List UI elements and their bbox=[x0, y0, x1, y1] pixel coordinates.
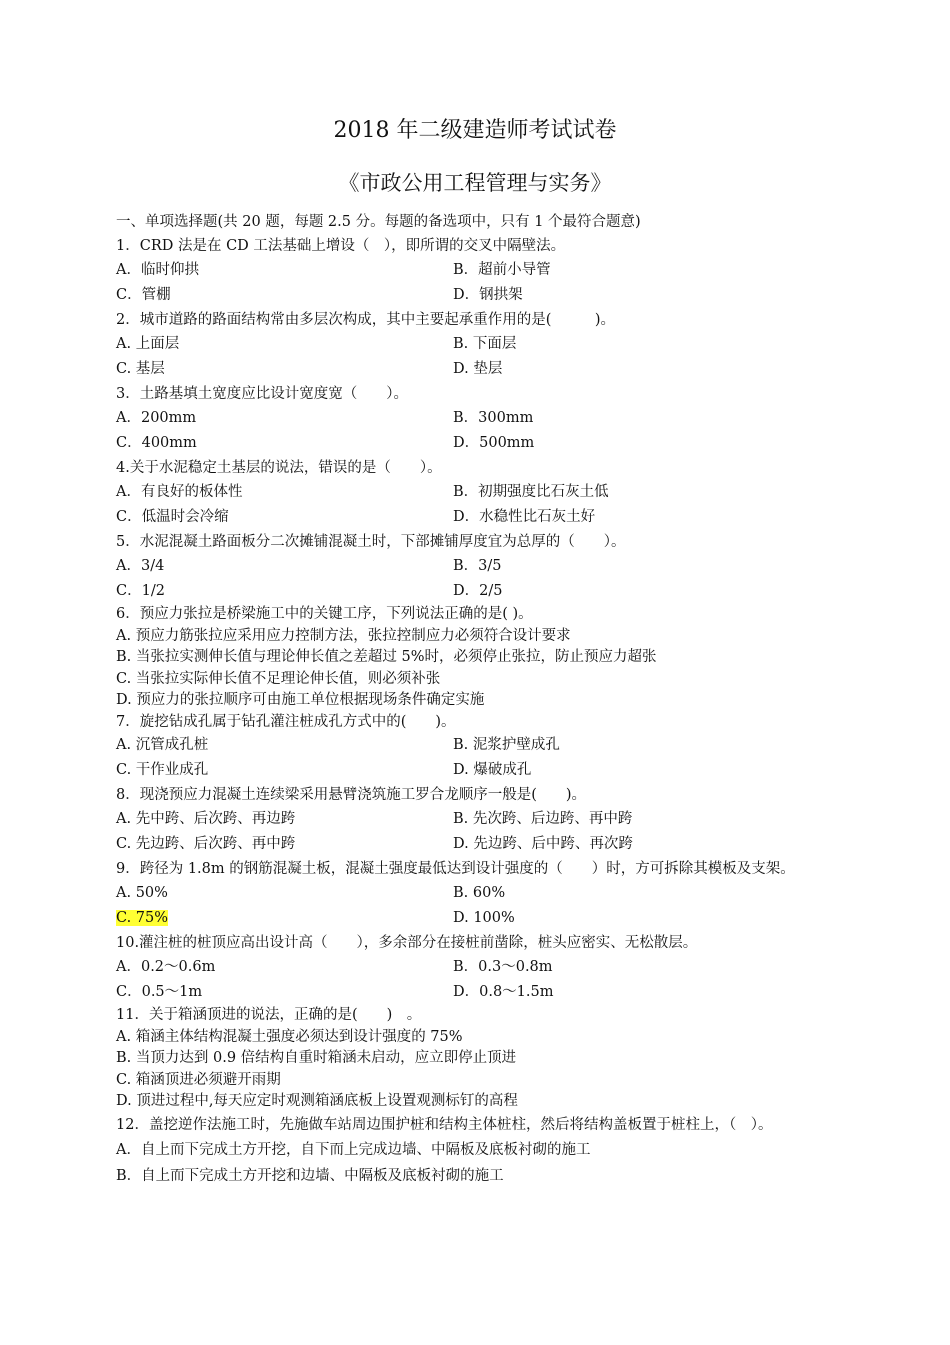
option-d: D．500mm bbox=[453, 435, 535, 451]
option-a: A. 上面层 bbox=[116, 336, 180, 352]
option-b: B．3/5 bbox=[453, 558, 502, 574]
option-b: B．自上而下完成土方开挖和边墙、中隔板及底板衬砌的施工 bbox=[116, 1167, 504, 1184]
option-a: A．0.2～0.6m bbox=[116, 959, 216, 975]
option-b: B. 下面层 bbox=[453, 336, 517, 352]
option-b: B. 当顶力达到 0.9 倍结构自重时箱涵未启动，应立即停止顶进 bbox=[116, 1050, 517, 1066]
option-a: A．自上而下完成土方开挖，自下而上完成边墙、中隔板及底板衬砌的施工 bbox=[116, 1141, 591, 1158]
option-d: D. 顶进过程中,每天应定时观测箱涵底板上设置观测标钉的高程 bbox=[116, 1093, 518, 1109]
option-a: A. 先中跨、后次跨、再边跨 bbox=[116, 811, 296, 827]
option-a: A．3/4 bbox=[116, 558, 165, 574]
option-d: D．0.8～1.5m bbox=[453, 984, 554, 1000]
options-row bbox=[116, 431, 896, 456]
option-d: D. 爆破成孔 bbox=[453, 762, 532, 778]
option-d: D. 100% bbox=[453, 910, 515, 926]
option-b: B．0.3～0.8m bbox=[453, 959, 553, 975]
option-a: A. 沉管成孔桩 bbox=[116, 737, 209, 753]
option-d: D．水稳性比石灰土好 bbox=[453, 509, 596, 525]
option-c-wrap bbox=[116, 906, 453, 931]
option-d: D．钢拱架 bbox=[453, 287, 523, 303]
option-b: B. 泥浆护壁成孔 bbox=[453, 737, 560, 753]
option-c: C．低温时会冷缩 bbox=[116, 509, 229, 525]
options-row bbox=[116, 357, 896, 382]
option-d: D．2/5 bbox=[453, 583, 503, 599]
option-d: D. 预应力的张拉顺序可由施工单位根据现场条件确定实施 bbox=[116, 692, 485, 708]
options-row bbox=[116, 332, 896, 357]
option-c: C．管棚 bbox=[116, 287, 171, 303]
options-row bbox=[116, 906, 896, 931]
question-11: 11．关于箱涵顶进的说法，正确的是( ) 。 bbox=[116, 1007, 422, 1023]
option-c: C. 基层 bbox=[116, 361, 165, 377]
option-a: A. 箱涵主体结构混凝土强度必须达到设计强度的 75% bbox=[116, 1028, 463, 1045]
options-row bbox=[116, 505, 896, 530]
option-c: C. 先边跨、后次跨、再中跨 bbox=[116, 836, 296, 852]
option-a: A．临时仰拱 bbox=[116, 262, 199, 278]
option-d: D. 垫层 bbox=[453, 361, 503, 377]
question-10: 10.灌注桩的桩顶应高出设计高（ ），多余部分在接桩前凿除，桩头应密实、无松散层。 bbox=[116, 935, 698, 951]
question-2: 2．城市道路的路面结构常由多层次构成，其中主要起承重作用的是( )。 bbox=[116, 312, 616, 328]
question-1: 1．CRD 法是在 CD 工法基础上增设（ ），即所谓的交叉中隔壁法。 bbox=[116, 238, 566, 254]
option-a: A. 预应力筋张拉应采用应力控制方法，张拉控制应力必须符合设计要求 bbox=[116, 627, 571, 644]
question-8: 8．现浇预应力混凝土连续梁采用悬臂浇筑施工罗合龙顺序一般是( )。 bbox=[116, 787, 587, 803]
option-c: C．400mm bbox=[116, 435, 197, 451]
options-row bbox=[116, 832, 896, 857]
options-row bbox=[116, 406, 896, 431]
option-b: B. 先次跨、后边跨、再中跨 bbox=[453, 811, 633, 827]
option-b: B. 当张拉实测伸长值与理论伸长值之差超过 5%时，必须停止张拉，防止预应力超张 bbox=[116, 649, 657, 665]
options-row bbox=[116, 480, 896, 505]
question-4: 4.关于水泥稳定土基层的说法，错误的是（ ）。 bbox=[116, 460, 442, 476]
section-heading: 一、单项选择题(共 20 题，每题 2.5 分。每题的备选项中，只有 1 个最符合题意) bbox=[116, 214, 641, 230]
options-row bbox=[116, 283, 896, 308]
options-row bbox=[116, 881, 896, 906]
question-12: 12．盖挖逆作法施工时，先施做车站周边围护桩和结构主体桩柱，然后将结构盖板置于桩柱上，（ ）。 bbox=[116, 1116, 773, 1133]
option-b: B. 60% bbox=[453, 885, 506, 901]
options-row bbox=[116, 758, 896, 783]
option-b: B．300mm bbox=[453, 410, 534, 426]
option-b: B．初期强度比石灰土低 bbox=[453, 484, 609, 500]
option-d: D. 先边跨、后中跨、再次跨 bbox=[453, 836, 633, 852]
question-3: 3．土路基填土宽度应比设计宽度宽（ ）。 bbox=[116, 386, 408, 402]
option-a: A．有良好的板体性 bbox=[116, 484, 243, 500]
option-c-highlighted: C. 75% bbox=[116, 910, 169, 926]
option-c: C．0.5～1m bbox=[116, 984, 203, 1000]
options-row bbox=[116, 554, 896, 579]
option-c: C. 当张拉实际伸长值不足理论伸长值，则必须补张 bbox=[116, 670, 441, 687]
option-c: C. 箱涵顶进必须避开雨期 bbox=[116, 1071, 281, 1088]
exam-content bbox=[116, 210, 896, 1189]
options-row bbox=[116, 807, 896, 832]
option-a: A. 50% bbox=[116, 885, 168, 901]
options-row bbox=[116, 980, 896, 1005]
option-a: A．200mm bbox=[116, 410, 197, 426]
options-row bbox=[116, 579, 896, 604]
options-row bbox=[116, 258, 896, 283]
question-7: 7．旋挖钻成孔属于钻孔灌注桩成孔方式中的( )。 bbox=[116, 713, 456, 730]
option-c: C．1/2 bbox=[116, 583, 165, 599]
question-9: 9．跨径为 1.8m 的钢筋混凝土板，混凝土强度最低达到设计强度的（ ）时，方可拆除其模板及支架。 bbox=[116, 861, 795, 877]
exam-title: 2018 年二级建造师考试试卷 bbox=[333, 118, 617, 143]
option-c: C. 干作业成孔 bbox=[116, 762, 209, 778]
question-5: 5．水泥混凝土路面板分二次摊铺混凝土时，下部摊铺厚度宜为总厚的（ ）。 bbox=[116, 534, 626, 550]
exam-subtitle: 《市政公用工程管理与实务》 bbox=[338, 171, 612, 195]
options-row bbox=[116, 733, 896, 758]
option-b: B．超前小导管 bbox=[453, 262, 551, 278]
options-row bbox=[116, 955, 896, 980]
question-6: 6．预应力张拉是桥梁施工中的关键工序，下列说法正确的是( )。 bbox=[116, 606, 533, 622]
